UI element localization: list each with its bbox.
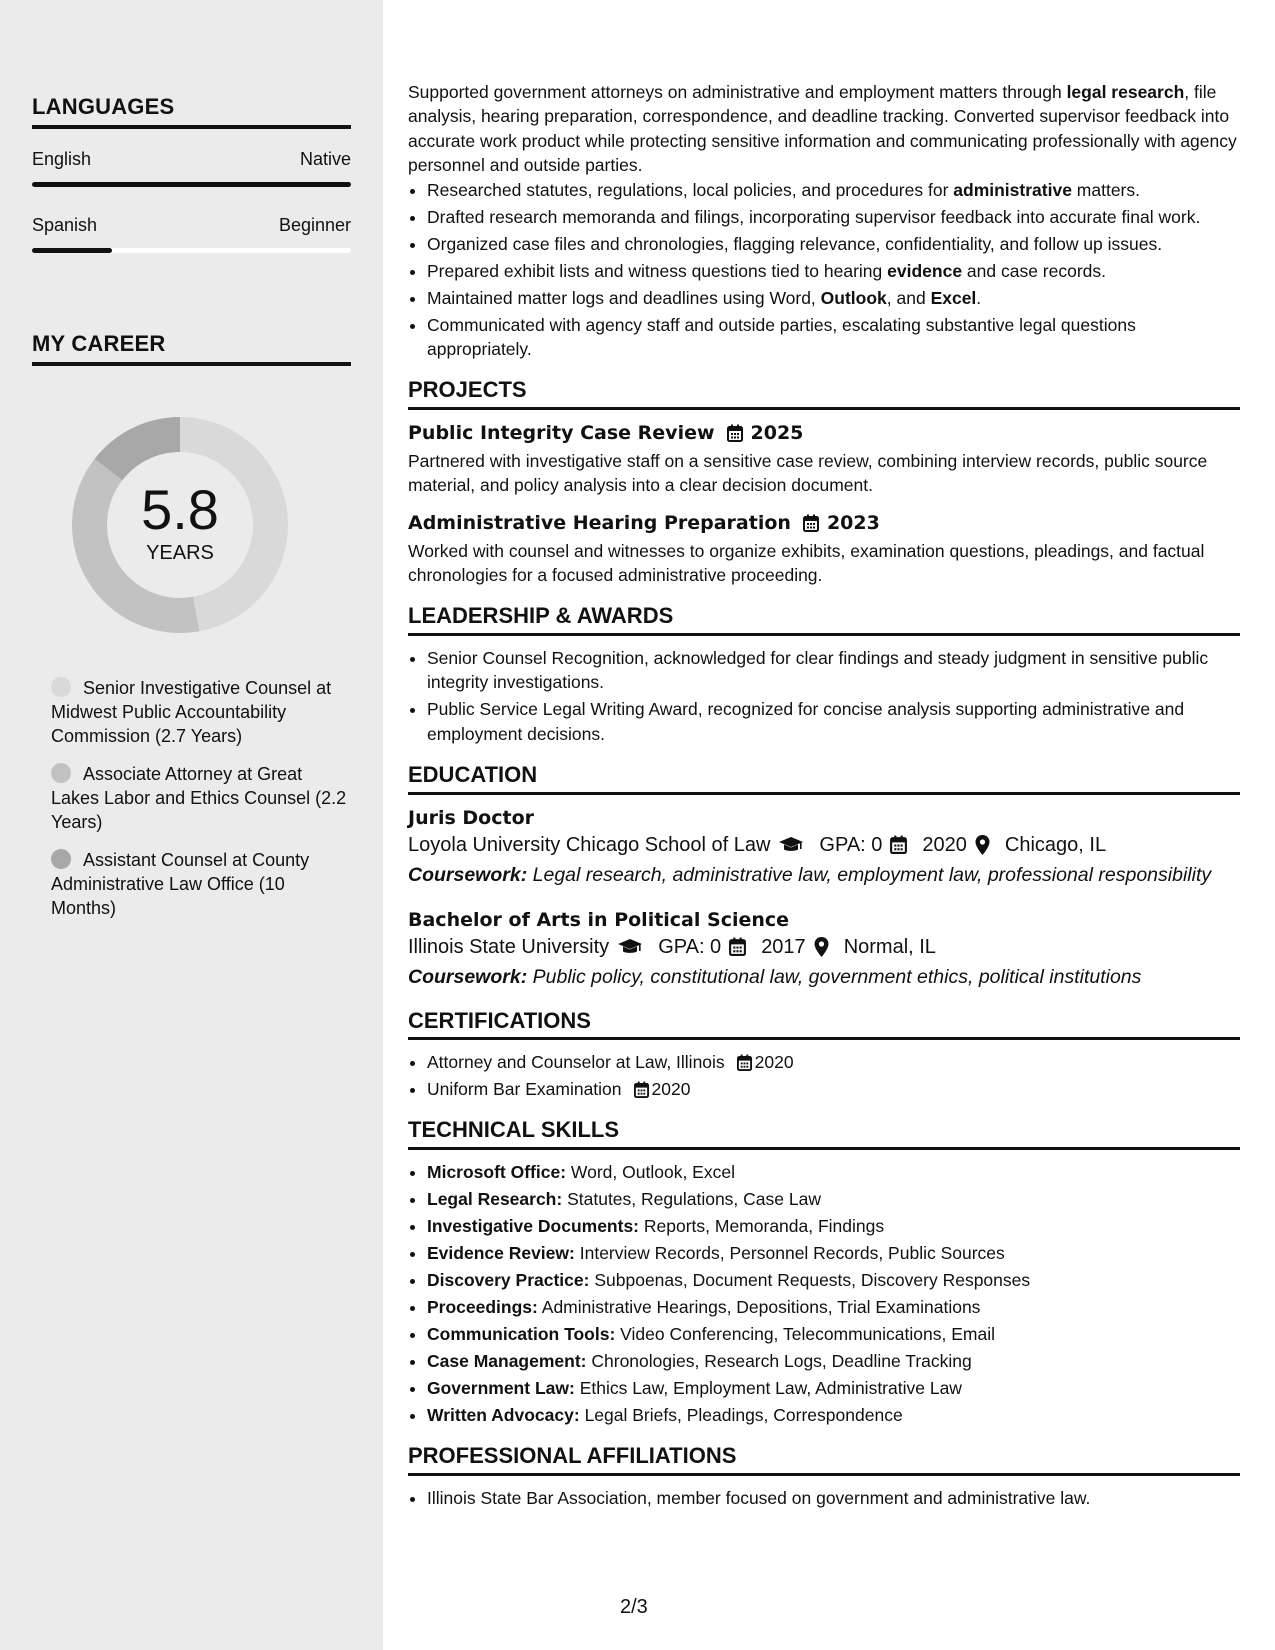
skill-item bbox=[427, 1376, 1240, 1400]
affiliations-list bbox=[408, 1486, 1240, 1510]
skill-label: Communication Tools: bbox=[427, 1323, 616, 1344]
coursework bbox=[408, 863, 1240, 887]
text: Supported government attorneys on administrative and employment matters through bbox=[408, 82, 1067, 102]
text: Researched statutes, regulations, local policies, and procedures for bbox=[427, 179, 954, 200]
languages-title: LANGUAGES bbox=[32, 94, 351, 129]
graduation-cap-icon bbox=[778, 836, 804, 854]
gpa: GPA: 0 bbox=[819, 833, 883, 856]
text: , file analysis, hearing preparation, correspondence, and deadline tracking. Converted supervisor feedback into accurate work product while protecting sensitive information and communicating professionally with agency personnel and outside parties. bbox=[408, 82, 1237, 176]
edu-year: 2020 bbox=[922, 833, 967, 856]
education-title: EDUCATION bbox=[408, 763, 1240, 794]
project-year: 2023 bbox=[826, 511, 880, 534]
degree: Bachelor of Arts in Political Science bbox=[408, 908, 790, 931]
skill-label: Written Advocacy: bbox=[427, 1404, 580, 1425]
language-item bbox=[32, 149, 351, 187]
keyword: evidence bbox=[887, 260, 963, 281]
coursework-text: Legal research, administrative law, employment law, professional responsibility bbox=[532, 863, 1212, 886]
calendar-icon bbox=[803, 514, 819, 532]
skill-item bbox=[427, 1160, 1240, 1184]
skill-value: Word, Outlook, Excel bbox=[570, 1161, 735, 1182]
career-item-text: Assistant Counsel at County Administrative Law Office (10 Months) bbox=[51, 850, 310, 918]
skill-item bbox=[427, 1241, 1240, 1265]
skill-label: Discovery Practice: bbox=[427, 1269, 590, 1290]
skill-item bbox=[427, 1268, 1240, 1292]
project-year: 2025 bbox=[750, 421, 804, 444]
experience-bullets bbox=[408, 178, 1240, 362]
career-dot bbox=[51, 763, 71, 783]
skill-label: Government Law: bbox=[427, 1377, 575, 1398]
coursework-label: Coursework: bbox=[408, 863, 528, 886]
text: , and bbox=[886, 287, 931, 308]
experience-bullet: • Organized case files and chronologies, flagging relevance, confidentiality, and follow up issues. bbox=[427, 232, 1240, 256]
keyword: Excel bbox=[930, 287, 977, 308]
career-donut bbox=[65, 410, 295, 640]
skill-item bbox=[427, 1403, 1240, 1427]
certification-item bbox=[427, 1077, 1240, 1101]
skill-item bbox=[427, 1349, 1240, 1373]
career-item bbox=[51, 762, 351, 834]
sidebar bbox=[0, 0, 383, 1650]
certification-year: 2020 bbox=[651, 1078, 691, 1099]
graduation-cap-icon bbox=[617, 938, 643, 956]
skill-label: Evidence Review: bbox=[427, 1242, 575, 1263]
career-dot bbox=[51, 849, 71, 869]
leadership-item: • Senior Counsel Recognition, acknowledged for clear findings and steady judgment in sensitive public integrity investigations. bbox=[427, 646, 1240, 695]
coursework bbox=[408, 965, 1240, 989]
certification-name: • Attorney and Counselor at Law, Illinois bbox=[427, 1051, 725, 1072]
experience-bullet bbox=[427, 286, 1240, 310]
project-item bbox=[408, 420, 1240, 498]
coursework-label: Coursework: bbox=[408, 965, 528, 988]
certifications-title: CERTIFICATIONS bbox=[408, 1009, 1240, 1040]
skills-list bbox=[408, 1160, 1240, 1427]
career-item-text: Senior Investigative Counsel at Midwest Public Accountability Commission (2.7 Years) bbox=[51, 678, 332, 746]
affiliations-title: PROFESSIONAL AFFILIATIONS bbox=[408, 1444, 1240, 1475]
project-desc: Partnered with investigative staff on a sensitive case review, combining interview records, public source material, and policy analysis into a clear decision document. bbox=[408, 450, 1208, 496]
skill-value: Ethics Law, Employment Law, Administrative Law bbox=[579, 1377, 962, 1398]
skill-label: Microsoft Office: bbox=[427, 1161, 567, 1182]
skill-item bbox=[427, 1295, 1240, 1319]
text: matters. bbox=[1071, 179, 1140, 200]
certification-name: • Uniform Bar Examination bbox=[427, 1078, 622, 1099]
skill-value: Subpoenas, Document Requests, Discovery Responses bbox=[594, 1269, 1031, 1290]
text: Prepared exhibit lists and witness questions tied to hearing bbox=[427, 260, 888, 281]
skill-value: Reports, Memoranda, Findings bbox=[643, 1215, 885, 1236]
career-item bbox=[51, 676, 351, 748]
education-item bbox=[408, 805, 1240, 887]
text: and case records. bbox=[962, 260, 1107, 281]
skill-label: Investigative Documents: bbox=[427, 1215, 639, 1236]
career-total-unit: YEARS bbox=[146, 542, 214, 564]
gpa: GPA: 0 bbox=[658, 935, 722, 958]
career-total-value: 5.8 bbox=[141, 478, 219, 541]
education-item bbox=[408, 907, 1240, 989]
skill-label: Legal Research: bbox=[427, 1188, 563, 1209]
skill-label: Case Management: bbox=[427, 1350, 587, 1371]
skill-item bbox=[427, 1187, 1240, 1211]
career-item bbox=[51, 848, 351, 920]
leadership-item: • Public Service Legal Writing Award, recognized for concise analysis supporting administrative and employment decisions. bbox=[427, 697, 1240, 746]
project-name: Administrative Hearing Preparation bbox=[408, 511, 791, 534]
calendar-icon bbox=[729, 937, 746, 956]
experience-bullet: • Drafted research memoranda and filings, incorporating supervisor feedback into accurate final work. bbox=[427, 205, 1240, 229]
skill-value: Video Conferencing, Telecommunications, Email bbox=[620, 1323, 995, 1344]
certification-year: 2020 bbox=[754, 1051, 794, 1072]
language-name: English bbox=[32, 149, 92, 169]
edu-location: Chicago, IL bbox=[1004, 833, 1107, 856]
certifications-list bbox=[408, 1050, 1240, 1101]
experience-bullet bbox=[427, 178, 1240, 202]
language-bar-fill bbox=[32, 182, 351, 187]
language-level: Beginner bbox=[278, 215, 351, 235]
calendar-icon bbox=[737, 1054, 752, 1071]
career-title: MY CAREER bbox=[32, 331, 351, 366]
skill-value: Statutes, Regulations, Case Law bbox=[567, 1188, 821, 1209]
experience-summary bbox=[408, 80, 1240, 178]
keyword: legal research bbox=[1066, 82, 1185, 102]
map-pin-icon bbox=[814, 937, 829, 957]
language-item bbox=[32, 215, 351, 253]
text: . bbox=[976, 287, 982, 308]
career-dot bbox=[51, 677, 71, 697]
language-level: Native bbox=[299, 149, 351, 169]
project-name: Public Integrity Case Review bbox=[408, 421, 715, 444]
calendar-icon bbox=[634, 1081, 649, 1098]
project-desc: Worked with counsel and witnesses to organize exhibits, examination questions, pleadings, and factual chronologies for a focused administrative proceeding. bbox=[408, 540, 1205, 586]
career-item-text: Associate Attorney at Great Lakes Labor and Ethics Counsel (2.2 Years) bbox=[51, 764, 347, 832]
skill-label: Proceedings: bbox=[427, 1296, 538, 1317]
map-pin-icon bbox=[975, 835, 990, 855]
coursework-text: Public policy, constitutional law, government ethics, political institutions bbox=[532, 965, 1142, 988]
leadership-title: LEADERSHIP & AWARDS bbox=[408, 604, 1240, 635]
edu-location: Normal, IL bbox=[843, 935, 936, 958]
calendar-icon bbox=[727, 424, 743, 442]
experience-bullet bbox=[427, 259, 1240, 283]
skill-value: Administrative Hearings, Depositions, Trial Examinations bbox=[541, 1296, 981, 1317]
career-list bbox=[51, 676, 351, 920]
leadership-list bbox=[408, 646, 1240, 746]
projects-title: PROJECTS bbox=[408, 378, 1240, 409]
skill-value: Chronologies, Research Logs, Deadline Tracking bbox=[591, 1350, 972, 1371]
edu-year: 2017 bbox=[761, 935, 806, 958]
text: Maintained matter logs and deadlines using Word, bbox=[427, 287, 821, 308]
degree: Juris Doctor bbox=[408, 806, 534, 829]
affiliation-item: • Illinois State Bar Association, member focused on government and administrative law. bbox=[427, 1486, 1240, 1510]
experience-bullet: • Communicated with agency staff and outside parties, escalating substantive legal questions appropriately. bbox=[427, 313, 1240, 362]
language-bar bbox=[32, 182, 351, 187]
language-name: Spanish bbox=[32, 215, 98, 235]
school: Illinois State University bbox=[408, 935, 610, 958]
skill-item bbox=[427, 1322, 1240, 1346]
main-content bbox=[408, 80, 1240, 1513]
page-number: 2/3 bbox=[620, 1596, 648, 1618]
skill-value: Legal Briefs, Pleadings, Correspondence bbox=[584, 1404, 903, 1425]
language-bar bbox=[32, 248, 351, 253]
school: Loyola University Chicago School of Law bbox=[408, 833, 771, 856]
certification-item bbox=[427, 1050, 1240, 1074]
project-item bbox=[408, 510, 1240, 588]
language-bar-fill bbox=[32, 248, 112, 253]
keyword: Outlook bbox=[820, 287, 887, 308]
skill-value: Interview Records, Personnel Records, Public Sources bbox=[579, 1242, 1005, 1263]
skill-item bbox=[427, 1214, 1240, 1238]
keyword: administrative bbox=[953, 179, 1072, 200]
skills-title: TECHNICAL SKILLS bbox=[408, 1118, 1240, 1149]
calendar-icon bbox=[890, 835, 907, 854]
